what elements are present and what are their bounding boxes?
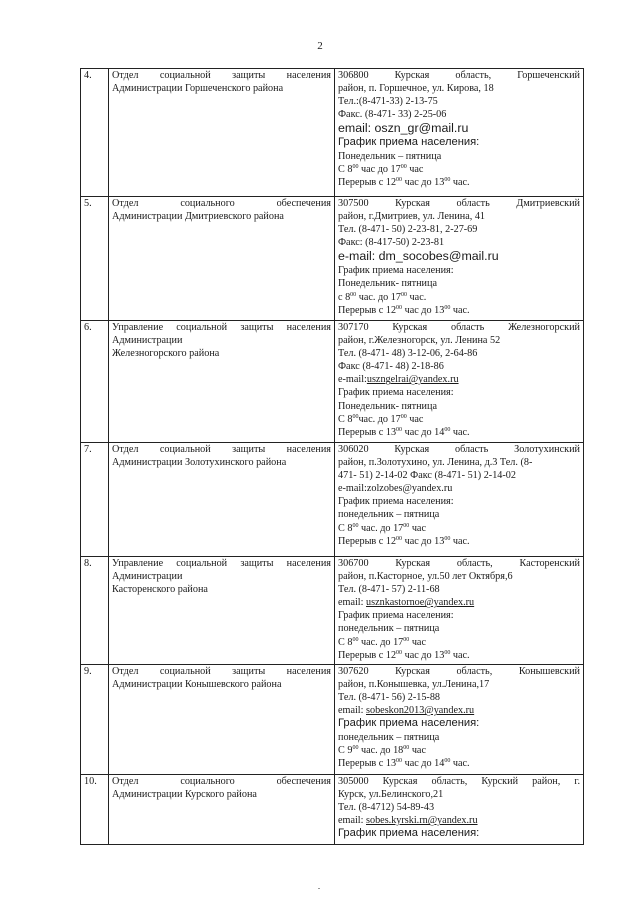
break-text: час. <box>450 304 470 316</box>
office-contacts <box>335 321 584 443</box>
office-name-line: Администрации Золотухинского района <box>112 457 287 469</box>
break-text: час до 13 <box>402 177 445 189</box>
office-name <box>109 321 335 443</box>
table-row <box>81 665 584 775</box>
email-link[interactable]: sobeskon2013@yandex.ru <box>366 705 475 717</box>
office-contacts <box>335 197 584 321</box>
office-name-line: Отдел социального обеспечения <box>112 198 331 209</box>
phone: Тел.:(8-471-33) 2-13-75 <box>338 96 438 108</box>
email-prefix: email: <box>338 597 367 609</box>
office-name <box>109 197 335 321</box>
schedule-days: Понедельник- пятница <box>338 400 437 412</box>
schedule-label: График приема населения: <box>338 136 480 149</box>
hours-sup: 00 <box>403 744 410 751</box>
schedule-break <box>338 535 580 548</box>
hours-sup: 00 <box>350 291 357 298</box>
hours-sup: 00 <box>352 413 359 420</box>
hours-text: час <box>409 744 426 756</box>
schedule-days: понедельник – пятница <box>338 509 440 521</box>
fax: Факс: (8-417-50) 2-23-81 <box>338 237 445 249</box>
break-sup: 00 <box>444 758 451 765</box>
hours-sup: 00 <box>352 744 359 751</box>
schedule-hours <box>338 163 580 176</box>
table-row <box>81 69 584 197</box>
fax: Факс. (8-471- 33) 2-25-06 <box>338 109 447 121</box>
email-link[interactable]: sobes.kyrski.rn@yandex.ru <box>366 815 478 827</box>
row-number: 10. <box>81 775 109 845</box>
office-name-line: Администрации Курского района <box>112 789 257 801</box>
office-name-line: Отдел социальной защиты населения <box>112 444 331 455</box>
office-contacts <box>335 557 584 665</box>
email-link[interactable]: uszngelrai@yandex.ru <box>366 374 459 386</box>
break-sup: 00 <box>396 177 403 184</box>
phone: Тел. (8-471- 56) 2-15-88 <box>338 692 441 704</box>
office-name-line: Администрации Дмитриевского района <box>112 211 284 223</box>
table-row <box>81 443 584 557</box>
table-row <box>81 557 584 665</box>
email-prefix: email: <box>338 815 367 827</box>
office-name-line: Железногорского района <box>112 348 220 360</box>
office-name-line: населения Администрации <box>112 322 331 347</box>
address-line: 307170 Курская область Железногорский <box>338 322 580 333</box>
email <box>338 814 580 827</box>
office-name-line: Отдел социальной защиты населения <box>112 666 331 677</box>
email-prefix: e-mail: <box>338 374 367 386</box>
office-contacts <box>335 665 584 775</box>
phone: Тел. (8-4712) 54-89-43 <box>338 802 435 814</box>
phone: Тел. (8-471- 48) 3-12-06, 2-64-86 <box>338 348 478 360</box>
address-line: 306800 Курская область, Горшеченский <box>338 70 580 81</box>
break-sup: 00 <box>444 535 451 542</box>
office-name-line: Отдел социального обеспечения <box>112 776 331 787</box>
office-name <box>109 557 335 665</box>
address-line: 306020 Курская область Золотухинский <box>338 444 580 455</box>
office-name-line: Администрации Горшеченского района <box>112 83 284 95</box>
address-line: район, п.Касторное, ул.50 лет Октября,6 <box>338 571 513 583</box>
office-name <box>109 775 335 845</box>
break-sup: 00 <box>444 304 451 311</box>
address-line: Курск, ул.Белинского,21 <box>338 789 444 801</box>
email-link[interactable]: usznkastornoe@yandex.ru <box>366 597 475 609</box>
break-text: час до 13 <box>402 649 445 661</box>
hours-sup: 00 <box>403 522 410 529</box>
break-text: Перерыв с 12 <box>338 304 397 316</box>
email <box>338 373 580 386</box>
email-prefix: email: <box>338 705 367 717</box>
email: e-mail: dm_socobes@mail.ru <box>338 249 499 264</box>
address-line: район, п.Конышевка, ул.Ленина,17 <box>338 679 490 691</box>
hours-sup: 00 <box>352 163 359 170</box>
hours-sup: 00 <box>400 163 407 170</box>
email: e-mail:zolzobes@yandex.ru <box>338 483 453 495</box>
hours-sup: 00 <box>352 522 359 529</box>
break-text: час до 13 <box>402 535 445 547</box>
office-contacts <box>335 443 584 557</box>
office-name-line: населения Администрации <box>112 558 331 583</box>
row-number: 7. <box>81 443 109 557</box>
table-row <box>81 321 584 443</box>
break-text: Перерыв с 13 <box>338 426 397 438</box>
scan-speck <box>318 888 320 889</box>
schedule-hours <box>338 744 580 757</box>
hours-text: час. до 17 <box>358 636 404 648</box>
office-contacts <box>335 775 584 845</box>
break-sup: 00 <box>396 758 403 765</box>
address-line: 305000 Курская область, Курский район, г. <box>338 776 580 787</box>
address-line: район, п.Золотухино, ул. Ленина, д.3 Тел. (8- <box>338 457 533 469</box>
office-name-line: Управление социальной защиты <box>112 322 274 333</box>
break-text: час до 13 <box>402 304 445 316</box>
email <box>338 704 580 717</box>
break-text: Перерыв с 12 <box>338 177 397 189</box>
phone: Тел. (8-471- 50) 2-23-81, 2-27-69 <box>338 224 478 236</box>
schedule-hours <box>338 291 580 304</box>
row-number: 9. <box>81 665 109 775</box>
office-name <box>109 665 335 775</box>
hours-text: час до 17 <box>358 163 401 175</box>
schedule-label: График приема населения: <box>338 496 454 508</box>
break-text: Перерыв с 12 <box>338 535 397 547</box>
hours-text: час. до 18 <box>358 744 404 756</box>
schedule-hours <box>338 413 580 426</box>
break-text: час. <box>450 426 470 438</box>
office-name-line: Администрации Конышевского района <box>112 679 282 691</box>
office-name-line: Касторенского района <box>112 584 208 596</box>
row-number: 5. <box>81 197 109 321</box>
hours-text: час. <box>407 291 427 303</box>
hours-text: С 8 <box>338 522 353 534</box>
schedule-days: понедельник – пятница <box>338 623 440 635</box>
break-text: Перерыв с 13 <box>338 758 397 770</box>
schedule-hours <box>338 522 580 535</box>
address-line: район, г.Железногорск, ул. Ленина 52 <box>338 335 501 347</box>
break-text: час до 14 <box>402 426 445 438</box>
schedule-hours <box>338 636 580 649</box>
hours-sup: 00 <box>401 291 407 298</box>
schedule-break <box>338 649 580 662</box>
row-number: 8. <box>81 557 109 665</box>
address-line: 471- 51) 2-14-02 Факс (8-471- 51) 2-14-02 <box>338 470 516 482</box>
phone: Тел. (8-471- 57) 2-11-68 <box>338 584 440 596</box>
address-line: район, г.Дмитриев, ул. Ленина, 41 <box>338 211 486 223</box>
email: email: oszn_gr@mail.ru <box>338 121 469 136</box>
hours-text: час <box>406 163 424 175</box>
schedule-break <box>338 176 580 189</box>
email <box>338 596 580 609</box>
hours-sup: 00 <box>403 636 410 643</box>
schedule-label: График приема населения: <box>338 717 480 730</box>
schedule-label: График приема населения: <box>338 387 454 399</box>
schedule-break <box>338 426 580 439</box>
office-name-line: Управление социальной защиты <box>112 558 274 569</box>
offices-table <box>80 68 584 845</box>
schedule-days: Понедельник – пятница <box>338 150 442 162</box>
row-number: 6. <box>81 321 109 443</box>
table-row <box>81 775 584 845</box>
page-number: 2 <box>317 40 323 52</box>
hours-sup: 00 <box>400 413 407 420</box>
break-sup: 00 <box>396 426 403 433</box>
office-name-line: Отдел социальной защиты населения <box>112 70 331 81</box>
schedule-label: График приема населения: <box>338 265 454 277</box>
break-text: час. <box>450 649 470 661</box>
hours-text: С 8 <box>338 413 353 425</box>
schedule-days: Понедельник- пятница <box>338 278 437 290</box>
break-sup: 00 <box>444 426 451 433</box>
hours-text: с 8 <box>338 291 351 303</box>
break-sup: 00 <box>444 649 451 656</box>
schedule-break <box>338 304 580 317</box>
break-sup: 00 <box>396 649 403 656</box>
address-line: район, п. Горшечное, ул. Кирова, 18 <box>338 83 494 95</box>
office-name <box>109 443 335 557</box>
hours-text: С 9 <box>338 744 353 756</box>
break-text: час. <box>450 535 470 547</box>
break-text: Перерыв с 12 <box>338 649 397 661</box>
hours-text: С 8 <box>338 163 353 175</box>
address-line: 306700 Курская область, Касторенский <box>338 558 580 569</box>
office-contacts <box>335 69 584 197</box>
break-text: час. <box>450 758 470 770</box>
schedule-label: График приема населения: <box>338 827 480 840</box>
address-line: 307500 Курская область Дмитриевский <box>338 198 580 209</box>
hours-sup: 00 <box>352 636 359 643</box>
schedule-days: понедельник – пятница <box>338 731 440 743</box>
fax: Факс (8-471- 48) 2-18-86 <box>338 361 444 373</box>
hours-text: час. до 17 <box>358 522 404 534</box>
table-row <box>81 197 584 321</box>
address-line: 307620 Курская область, Конышевский <box>338 666 580 677</box>
hours-text: час <box>409 522 426 534</box>
break-sup: 00 <box>396 535 403 542</box>
hours-text: час <box>409 636 426 648</box>
hours-text: С 8 <box>338 636 353 648</box>
office-name <box>109 69 335 197</box>
break-text: час до 14 <box>402 758 445 770</box>
break-sup: 00 <box>444 177 451 184</box>
row-number: 4. <box>81 69 109 197</box>
schedule-label: График приема населения: <box>338 610 454 622</box>
break-sup: 00 <box>396 304 403 311</box>
schedule-break <box>338 757 580 770</box>
hours-text: час <box>406 413 424 425</box>
hours-text: час. до 17 <box>356 291 401 303</box>
break-text: час. <box>450 177 470 189</box>
hours-text: час. до 17 <box>358 413 401 425</box>
